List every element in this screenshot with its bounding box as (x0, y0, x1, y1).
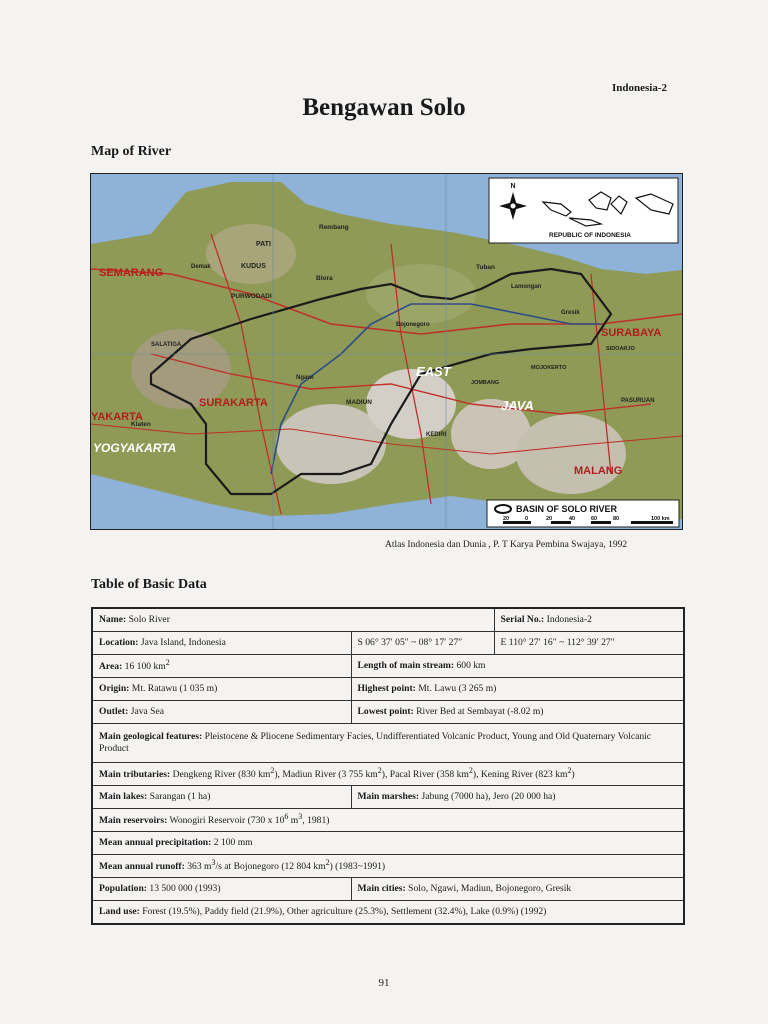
label-surabaya: SURABAYA (601, 327, 662, 339)
origin-cell (92, 678, 351, 701)
highest-cell (351, 678, 684, 701)
population-cell (92, 878, 351, 901)
label-java: JAVA (501, 398, 534, 413)
serial-cell (494, 608, 684, 632)
outlet-label: Outlet: (99, 705, 129, 717)
length-value: 600 km (456, 659, 486, 671)
precipitation-value: 2 100 mm (213, 836, 253, 848)
lowest-label: Lowest point: (357, 705, 414, 717)
precipitation-cell (92, 832, 684, 855)
table-row (92, 678, 684, 701)
tributaries-text-2: ), Madiun River (3 755 km (274, 769, 378, 781)
serial-value: Indonesia-2 (546, 613, 592, 625)
reservoirs-sup-1: 6 (284, 812, 289, 822)
runoff-cell (92, 855, 684, 878)
table-heading: Table of Basic Data (91, 577, 207, 592)
map-caption: Atlas Indonesia dan Dunia , P. T Karya Pembina Swajaya, 1992 (385, 540, 628, 550)
cities-cell (351, 878, 684, 901)
label-jombang: JOMBANG (471, 380, 500, 386)
geology-value: Pleistocene & Pliocene Sedimentary Facies, Undifferentiated Volcanic Product, Young and Old Quaternary Volcanic Product (99, 730, 652, 754)
area-cell (92, 655, 351, 678)
label-malang: MALANG (574, 465, 623, 477)
reservoirs-text-4: , 1981) (302, 815, 330, 827)
tributaries-sup-3: 2 (377, 766, 382, 776)
cities-label: Main cities: (357, 882, 406, 894)
tributaries-sup-5: 2 (468, 766, 473, 776)
tributaries-text-4: ), Pacal River (358 km (381, 769, 469, 781)
location-cell (92, 632, 351, 655)
label-yakarta: YAKARTA (91, 411, 143, 423)
origin-label: Origin: (99, 682, 130, 694)
table-row (92, 763, 684, 786)
tributaries-sup-7: 2 (567, 766, 572, 776)
scale-tick-2: 20 (546, 516, 553, 522)
basic-data-table (91, 607, 685, 925)
river-map (90, 173, 683, 530)
label-yogyakarta: YOGYAKARTA (93, 441, 177, 455)
lowest-value: River Bed at Sembayat (-8.02 m) (416, 705, 544, 717)
outlet-value: Java Sea (130, 705, 165, 717)
label-east: EAST (416, 364, 451, 379)
reservoirs-sup-3: 3 (298, 812, 303, 822)
location-value: Java Island, Indonesia (140, 636, 226, 648)
tributaries-label: Main tributaries: (99, 769, 171, 781)
tributaries-cell (92, 763, 684, 786)
label-lamongan: Lamongan (511, 284, 542, 290)
table-row (92, 701, 684, 724)
page-identifier: Indonesia-2 (612, 82, 668, 94)
table-row (92, 655, 684, 678)
page-number: 91 (378, 977, 390, 989)
tributaries-text-6: ), Kening River (823 km (472, 769, 568, 781)
runoff-sup-3: 2 (325, 858, 330, 868)
highest-label: Highest point: (357, 682, 416, 694)
location-label: Location: (99, 636, 139, 648)
tributaries-text-0: Dengkeng River (830 km (172, 769, 271, 781)
longitude-cell: E 110° 27′ 16″ ~ 112° 39′ 27″ (494, 632, 684, 655)
label-purwodadi: PURWODADI (231, 293, 272, 300)
table-row (92, 724, 684, 763)
label-mojokerto: MOJOKERTO (531, 365, 567, 371)
map-legend (487, 500, 679, 527)
latitude-cell: S 06° 37′ 05″ ~ 08° 17′ 27″ (351, 632, 494, 655)
inset-label: REPUBLIC OF INDONESIA (549, 232, 631, 239)
label-blora: Blora (316, 275, 333, 282)
label-salatiga: SALATIGA (151, 342, 182, 348)
scale-tick-4: 60 (591, 516, 598, 522)
label-tuban: Tuban (476, 264, 496, 271)
label-kudus: KUDUS (241, 263, 266, 270)
north-letter: N (510, 183, 516, 190)
tributaries-text-8: ) (571, 769, 575, 781)
legend-label: BASIN OF SOLO RIVER (516, 504, 618, 514)
lakes-value: Sarangan (1 ha) (149, 790, 211, 802)
name-value: Solo River (128, 613, 170, 625)
outlet-cell (92, 701, 351, 724)
scale-tick-0: 20 (503, 516, 510, 522)
marshes-label: Main marshes: (357, 790, 420, 802)
table-row (92, 608, 684, 632)
reservoirs-label: Main reservoirs: (99, 815, 168, 827)
table-row (92, 809, 684, 832)
lakes-label: Main lakes: (99, 790, 148, 802)
geology-cell (92, 724, 684, 763)
label-bojonegoro: Bojonegoro (396, 322, 430, 328)
label-ngawi: Ngawi (296, 375, 314, 381)
inset-map (489, 178, 678, 243)
land-use-value: Forest (19.5%), Paddy field (21.9%), Other agriculture (25.3%), Settlement (32.4%), Lake (0.9%) (1992) (142, 905, 547, 917)
table-row (92, 632, 684, 655)
name-cell (92, 608, 494, 632)
label-rembang: Rembang (319, 224, 349, 231)
lowest-cell (351, 701, 684, 724)
label-pati: PATI (256, 241, 271, 248)
runoff-label: Mean annual runoff: (99, 861, 185, 873)
runoff-text-0: 363 m (187, 861, 212, 873)
table-row (92, 832, 684, 855)
serial-label: Serial No.: (500, 613, 545, 625)
scale-tick-3: 40 (569, 516, 576, 522)
reservoirs-text-2: m (288, 815, 299, 827)
scale-tick-5: 80 (613, 516, 620, 522)
lakes-cell (92, 786, 351, 809)
page-title: Bengawan Solo (302, 94, 466, 121)
cities-value: Solo, Ngawi, Madiun, Bojonegoro, Gresik (408, 882, 572, 894)
population-label: Population: (99, 882, 147, 894)
label-kediri: KEDIRI (426, 432, 447, 438)
marshes-cell (351, 786, 684, 809)
precipitation-label: Mean annual precipitation: (99, 836, 212, 848)
marshes-value: Jabung (7000 ha), Jero (20 000 ha) (421, 790, 556, 802)
scale-tick-6: 100 km (651, 516, 670, 522)
origin-value: Mt. Ratawu (1 035 m) (131, 682, 218, 694)
label-demak: Demak (191, 264, 211, 270)
land-use-label: Land use: (99, 905, 140, 917)
name-label: Name: (99, 613, 127, 625)
area-value: 16 100 km (124, 661, 166, 673)
table-row (92, 786, 684, 809)
label-semarang: SEMARANG (99, 267, 164, 279)
runoff-sup-1: 3 (211, 858, 216, 868)
label-surakarta: SURAKARTA (199, 397, 268, 409)
table-row (92, 855, 684, 878)
area-sup: 2 (165, 658, 170, 668)
geology-label: Main geological features: (99, 730, 203, 742)
map-heading: Map of River (91, 144, 172, 159)
label-madiun: MADIUN (346, 399, 372, 406)
reservoirs-text-0: Wonogiri Reservoir (730 x 10 (169, 815, 285, 827)
land-use-cell (92, 901, 684, 925)
reservoirs-cell (92, 809, 684, 832)
label-pasuruan: PASURUAN (621, 398, 655, 404)
highest-value: Mt. Lawu (3 265 m) (418, 682, 497, 694)
label-sidoarjo: SIDOARJO (606, 346, 635, 352)
population-value: 13 500 000 (1993) (149, 882, 221, 894)
runoff-text-2: /s at Bojonegoro (12 804 km (215, 861, 326, 873)
table-row (92, 901, 684, 925)
scale-tick-1: 0 (525, 516, 529, 522)
label-gresik: Gresik (561, 310, 580, 316)
tributaries-sup-1: 2 (270, 766, 275, 776)
area-label: Area: (99, 661, 123, 673)
runoff-text-4: ) (1983~1991) (329, 861, 386, 873)
length-label: Length of main stream: (357, 659, 455, 671)
table-row (92, 878, 684, 901)
label-klaten: Klaten (131, 421, 151, 428)
length-cell (351, 655, 684, 678)
